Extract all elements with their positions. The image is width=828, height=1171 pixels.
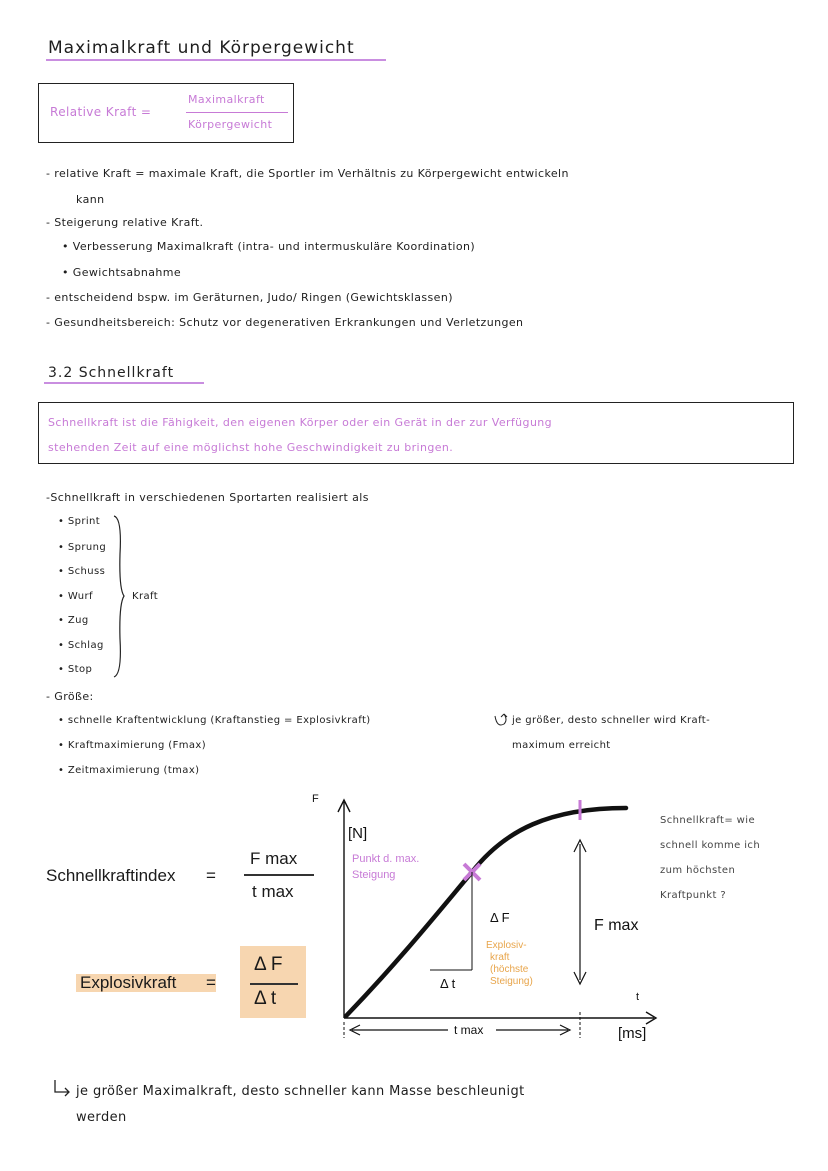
bullet-line-6: - entscheidend bspw. im Geräturnen, Judo/ Ringen (Gewichtsklassen) (46, 291, 453, 304)
definition-box (38, 402, 794, 464)
kraft-zeit-graph (300, 790, 660, 1050)
side-note-1: Schnellkraft= wie (660, 815, 755, 826)
groesse-label: - Größe: (46, 690, 94, 703)
force-curve (346, 808, 626, 1016)
sport-item-zug: • Zug (58, 615, 89, 626)
bullet-line-4: • Verbesserung Maximalkraft (intra- und intermuskuläre Koordination) (62, 240, 476, 253)
formula-numerator: Maximalkraft (188, 93, 265, 106)
point-label-1: Punkt d. max. (352, 853, 420, 865)
explosivkraft-label: Explosivkraft (80, 973, 177, 992)
formula-fraction-line (186, 112, 288, 113)
footer-line-1: je größer Maximalkraft, desto schneller kann Masse beschleunigt (76, 1084, 525, 1099)
groesse-item-2: • Kraftmaximierung (Fmax) (58, 740, 207, 751)
x-axis-label: t (636, 991, 640, 1003)
explosiv-equals: = (206, 973, 216, 992)
bullet-line-1: - relative Kraft = maximale Kraft, die Sportler im Verhältnis zu Körpergewicht entwickeln (46, 167, 569, 180)
bullet-line-5: • Gewichtsabnahme (62, 266, 182, 279)
groesse-item-1: • schnelle Kraftentwicklung (Kraftanstieg = Explosivkraft) (58, 715, 371, 726)
y-unit-label: [N] (348, 825, 368, 842)
groesse-note-2: maximum erreicht (512, 740, 611, 751)
explosiv-note-2: kraft (490, 952, 510, 963)
explosiv-note-1: Explosiv- (486, 940, 527, 951)
side-note-4: Kraftpunkt ? (660, 890, 727, 901)
sport-item-sprint: • Sprint (58, 516, 101, 527)
sport-item-stop: • Stop (58, 664, 93, 675)
sport-item-schlag: • Schlag (58, 640, 104, 651)
fmax-label: F max (594, 917, 639, 934)
tmax-label: t max (454, 1023, 484, 1037)
index-numerator: F max (250, 849, 298, 868)
formula-left: Relative Kraft = (50, 105, 152, 119)
delta-t-label: Δ t (440, 976, 456, 991)
explosiv-note-3: (höchste (490, 964, 529, 975)
x-unit-label: [ms] (618, 1025, 647, 1042)
footer-line-2: werden (76, 1110, 127, 1125)
sport-suffix: Kraft (132, 591, 159, 602)
arrow-icon (492, 710, 514, 732)
bullet-line-3: - Steigerung relative Kraft. (46, 216, 204, 229)
section-title: 3.2 Schnellkraft (48, 365, 175, 381)
groesse-note-1: je größer, desto schneller wird Kraft- (512, 715, 711, 726)
definition-line-1: Schnellkraft ist die Fähigkeit, den eigenen Körper oder ein Gerät in der zur Verfügung (48, 416, 553, 429)
side-note-3: zum höchsten (660, 865, 736, 876)
return-arrow-icon (52, 1078, 72, 1098)
explosiv-denominator: Δ t (254, 988, 277, 1009)
heading-underline (46, 59, 386, 61)
y-axis-label: F (312, 793, 319, 805)
explosiv-note-4: Steigung) (490, 976, 533, 987)
explosiv-fraction-line (250, 983, 298, 985)
sport-item-schuss: • Schuss (58, 566, 106, 577)
bullet-line-2: kann (76, 193, 105, 206)
bullet-line-7: - Gesundheitsbereich: Schutz vor degenerativen Erkrankungen und Verletzungen (46, 316, 524, 329)
index-equals: = (206, 866, 216, 885)
sport-bracket (112, 514, 128, 680)
sport-item-wurf: • Wurf (58, 591, 93, 602)
sport-intro: -Schnellkraft in verschiedenen Sportarten realisiert als (46, 491, 369, 504)
point-label-2: Steigung (352, 869, 396, 881)
explosiv-numerator: Δ F (254, 954, 283, 975)
formula-denominator: Körpergewicht (188, 118, 273, 131)
side-note-2: schnell komme ich (660, 840, 761, 851)
sport-item-sprung: • Sprung (58, 542, 107, 553)
index-denominator: t max (252, 882, 294, 901)
groesse-item-3: • Zeitmaximierung (tmax) (58, 765, 200, 776)
definition-line-2: stehenden Zeit auf eine möglichst hohe Geschwindigkeit zu bringen. (48, 441, 454, 454)
delta-f-label: Δ F (490, 910, 510, 925)
section-underline (44, 382, 204, 384)
page-heading: Maximalkraft und Körpergewicht (48, 38, 355, 58)
schnellkraftindex-label: Schnellkraftindex (46, 866, 176, 885)
